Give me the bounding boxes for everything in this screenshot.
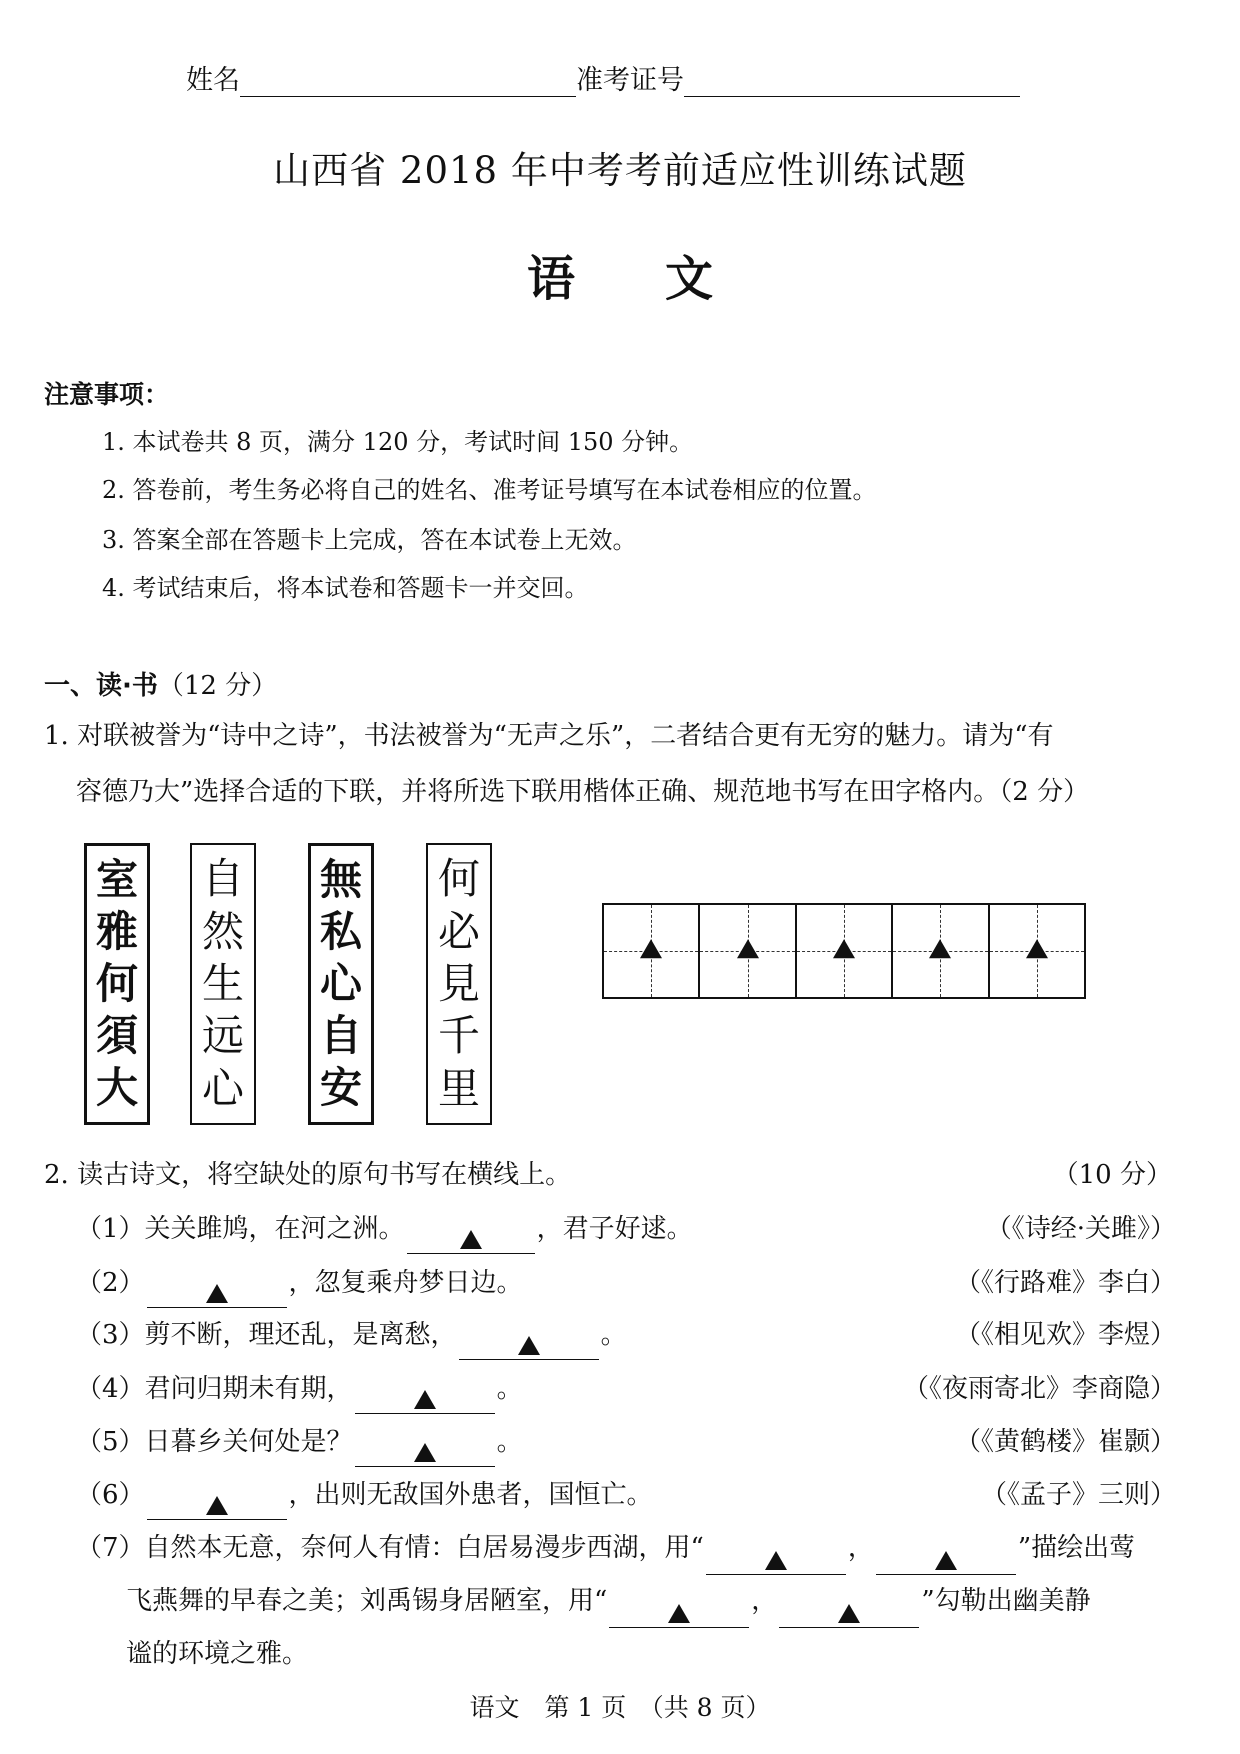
couplet-char: 生: [201, 958, 244, 1008]
item-text: 。: [496, 1374, 523, 1404]
item-text: 日暮乡关何处是？: [144, 1427, 353, 1457]
poem-item-7: [76, 1522, 1176, 1681]
couplet-char: 千: [437, 1011, 480, 1061]
tianzige-cell[interactable]: [700, 905, 796, 997]
couplet-char: 自: [319, 1011, 362, 1060]
page-footer: 语文 第 1 页 （共 8 页）: [469, 1693, 771, 1722]
question-1-line: 1. 对联被誉为“诗中之诗”，书法被誉为“无声之乐”，二者结合更有无穷的魅力。请为“有: [44, 721, 1054, 751]
note-item: 1. 本试卷共 8 页，满分 120 分，考试时间 150 分钟。: [102, 428, 694, 456]
triangle-marker-icon: [414, 1443, 436, 1462]
triangle-marker-icon: [838, 1604, 860, 1623]
couplet-char: 何: [437, 854, 480, 904]
triangle-marker-icon: [206, 1284, 228, 1303]
couplet-char: 室: [95, 855, 138, 904]
name-field[interactable]: [240, 66, 576, 97]
item-separator: ，: [847, 1533, 874, 1563]
item-source: （《诗经·关雎》）: [985, 1214, 1176, 1244]
triangle-marker-icon: [668, 1604, 690, 1623]
item-source: （《相见欢》李煜）: [954, 1320, 1176, 1350]
item-number: （3）: [76, 1320, 145, 1350]
item-source: （《孟子》三则）: [980, 1480, 1176, 1510]
item-text: ，出则无敌国外患者，国恒亡。: [288, 1480, 653, 1510]
couplet-char: 須: [95, 1011, 138, 1060]
triangle-marker-icon: [414, 1390, 436, 1409]
item-source: （《夜雨寄北》李商隐）: [902, 1374, 1176, 1404]
triangle-marker-icon: [935, 1551, 957, 1570]
item-number: （4）: [76, 1374, 145, 1404]
answer-blank[interactable]: [147, 1489, 287, 1520]
note-item: 4. 考试结束后，将本试卷和答题卡一并交回。: [102, 574, 589, 602]
couplet-char: 心: [201, 1063, 244, 1113]
item-text: 。: [496, 1427, 523, 1457]
couplet-char: 無: [319, 855, 362, 904]
poem-item-6: [76, 1470, 1176, 1520]
item-number: （7）: [76, 1533, 145, 1563]
couplet-char: 心: [319, 959, 362, 1008]
couplet-char: 何: [95, 959, 138, 1008]
section-points: （12 分）: [157, 671, 278, 701]
poem-item-4: [76, 1364, 1176, 1414]
answer-blank[interactable]: [355, 1383, 495, 1414]
item-number: （5）: [76, 1427, 145, 1457]
item-text: ”描绘出莺: [1017, 1533, 1136, 1563]
answer-blank[interactable]: [779, 1597, 919, 1628]
note-item: 3. 答案全部在答题卡上完成，答在本试卷上无效。: [102, 526, 637, 554]
poem-item-3: [76, 1310, 1176, 1360]
item-text: 君问归期未有期，: [144, 1374, 353, 1404]
subject-heading: [0, 240, 1240, 309]
item-text: 剪不断，理还乱，是离愁，: [144, 1320, 457, 1350]
couplet-char: 远: [201, 1011, 244, 1061]
page-title: 山西省 2018 年中考考前适应性训练试题: [273, 149, 967, 192]
item-number: （1）: [76, 1214, 145, 1244]
couplet-char: 雅: [95, 907, 138, 956]
exam-id-field[interactable]: [684, 66, 1020, 97]
note-item: 2. 答卷前，考生务必将自己的姓名、准考证号填写在本试卷相应的位置。: [102, 476, 877, 504]
poem-item-2: [76, 1258, 1176, 1308]
subject-char: 文: [665, 251, 714, 307]
item-text: 自然本无意，奈何人有情：白居易漫步西湖，用“: [144, 1533, 704, 1563]
section-title: 一、读·书: [44, 671, 158, 701]
item-number: （6）: [76, 1480, 145, 1510]
answer-blank[interactable]: [147, 1277, 287, 1308]
tianzige-cell[interactable]: [797, 905, 893, 997]
item-text: 关关雎鸠，在河之洲。: [144, 1214, 405, 1244]
question-2: 2. 读古诗文，将空缺处的原句书写在横线上。: [44, 1160, 572, 1190]
couplet-char: 見: [437, 958, 480, 1008]
item-source: （《黄鹤楼》崔颢）: [954, 1427, 1176, 1457]
item-text: 。: [600, 1320, 627, 1350]
answer-blank[interactable]: [609, 1597, 749, 1628]
item-text: ”勾勒出幽美静: [921, 1586, 1091, 1616]
couplet-char: 然: [201, 906, 244, 956]
question-1: [44, 708, 1174, 820]
couplet-option-b[interactable]: [190, 843, 256, 1125]
triangle-marker-icon: [640, 939, 662, 958]
item-text: ，君子好逑。: [536, 1214, 693, 1244]
poem-item-5: [76, 1417, 1176, 1467]
item-text: 谧的环境之雅。: [126, 1639, 309, 1669]
answer-blank[interactable]: [876, 1544, 1016, 1575]
notes-title: 注意事项：: [44, 380, 170, 409]
triangle-marker-icon: [765, 1551, 787, 1570]
tianzige-cell[interactable]: [990, 905, 1084, 997]
id-label: 准考证号: [576, 65, 684, 96]
answer-blank[interactable]: [706, 1544, 846, 1575]
tianzige-cell[interactable]: [893, 905, 989, 997]
couplet-option-a[interactable]: [84, 843, 150, 1125]
answer-blank[interactable]: [459, 1329, 599, 1360]
couplet-char: 私: [319, 907, 362, 956]
couplet-option-d[interactable]: [426, 843, 492, 1125]
subject-char: 语: [526, 251, 575, 307]
triangle-marker-icon: [737, 939, 759, 958]
triangle-marker-icon: [460, 1230, 482, 1249]
couplet-char: 安: [319, 1063, 362, 1112]
triangle-marker-icon: [929, 939, 951, 958]
question-1-line: 容德乃大”选择合适的下联，并将所选下联用楷体正确、规范地书写在田字格内。（2 分）: [76, 777, 1090, 807]
couplet-char: 自: [201, 854, 244, 904]
tianzige-cell[interactable]: [604, 905, 700, 997]
tianzige-grid: [602, 903, 1086, 999]
candidate-info-row: [186, 58, 1020, 97]
triangle-marker-icon: [518, 1336, 540, 1355]
triangle-marker-icon: [1026, 939, 1048, 958]
couplet-char: 里: [437, 1063, 480, 1113]
answer-blank[interactable]: [407, 1223, 535, 1254]
item-text: ，忽复乘舟梦日边。: [288, 1268, 523, 1298]
item-separator: ，: [751, 1586, 778, 1616]
item-text: 飞燕舞的早春之美；刘禹锡身居陋室，用“: [126, 1586, 608, 1616]
couplet-option-c[interactable]: [308, 843, 374, 1125]
item-source: （《行路难》李白）: [954, 1268, 1176, 1298]
couplet-char: 必: [437, 906, 480, 956]
couplet-char: 大: [95, 1063, 138, 1112]
name-label: 姓名: [186, 65, 240, 96]
item-number: （2）: [76, 1268, 145, 1298]
question-2-points: （10 分）: [1052, 1160, 1172, 1190]
section-heading: [44, 665, 277, 702]
triangle-marker-icon: [833, 939, 855, 958]
poem-item-1: [76, 1204, 1176, 1254]
answer-blank[interactable]: [355, 1436, 495, 1467]
triangle-marker-icon: [206, 1496, 228, 1515]
